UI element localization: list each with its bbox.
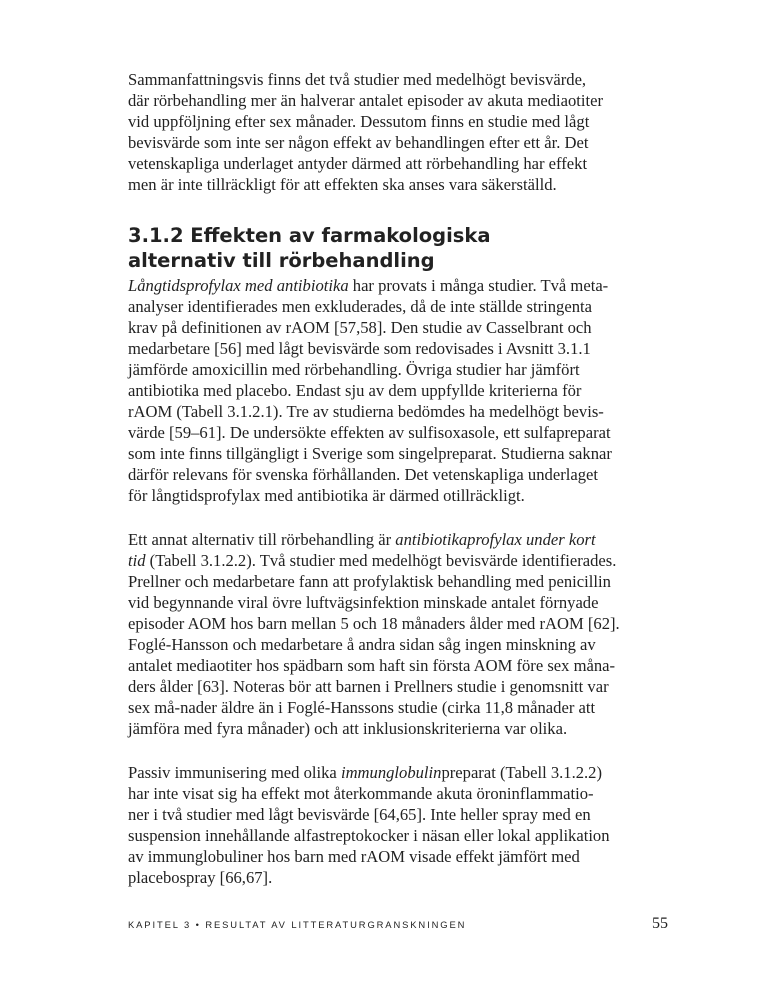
- paragraph-gap: [128, 739, 668, 763]
- text-line: suspension innehållande alfastreptokocker i näsan eller lokal applikation: [128, 826, 610, 846]
- italic-term: Långtidsprofylax med antibiotika: [128, 276, 349, 296]
- text-line: analyser identifierades men exkluderades, då de inte ställde stringenta: [128, 297, 592, 317]
- heading-line: 3.1.2 Effekten av farmakologiska: [128, 224, 491, 248]
- text-line: Prellner och medarbetare fann att profylaktisk behandling med penicillin: [128, 572, 611, 592]
- summary-paragraph: [128, 70, 668, 195]
- chapter-running-title: KAPITEL 3 • RESULTAT AV LITTERATURGRANSKNINGEN: [128, 919, 467, 930]
- text-line: där rörbehandling mer än halverar antalet episoder av akuta mediaotiter: [128, 90, 604, 110]
- text-line: av immunglobuliner hos barn med rAOM visade effekt jämfört med: [128, 847, 580, 867]
- text-line: ner i två studier med lågt bevisvärde [64,65]. Inte heller spray med en: [128, 805, 591, 825]
- immunisation-paragraph: [128, 763, 668, 888]
- text-line: jämförde amoxicillin med rörbehandling. Övriga studier har jämfört: [128, 360, 580, 380]
- text-line: sex må-nader äldre än i Foglé-Hanssons studie (cirka 11,8 månader att: [128, 697, 596, 717]
- text-line: antibiotika med placebo. Endast sju av dem uppfyllde kriterierna för: [128, 380, 582, 400]
- text-line: jämföra med fyra månader) och att inklusionskriterierna var olika.: [128, 718, 568, 738]
- italic-term: tid: [128, 551, 146, 571]
- text-line: för långtidsprofylax med antibiotika är därmed otillräckligt.: [128, 485, 525, 505]
- text-line: ders ålder [63]. Noteras bör att barnen i Prellners studie i genomsnitt var: [128, 676, 609, 696]
- page-footer: [128, 915, 668, 933]
- text-line: [128, 763, 668, 784]
- text-line: [128, 530, 668, 551]
- text-line: vid uppföljning efter sex månader. Dessutom finns en studie med lågt: [128, 111, 590, 131]
- text-line: antalet mediaotiter hos spädbarn som haft sin första AOM före sex måna-: [128, 655, 616, 675]
- italic-term: antibiotikaprofylax under kort: [395, 530, 596, 550]
- text-line: [128, 276, 668, 297]
- text-line: vid begynnande viral övre luftvägsinfektion minskade antalet förnyade: [128, 593, 599, 613]
- text-line: bevisvärde som inte ser någon effekt av behandlingen efter ett år. Det: [128, 132, 589, 152]
- text-line: men är inte tillräckligt för att effekten ska anses vara säkerställd.: [128, 174, 557, 194]
- text-line: placebospray [66,67].: [128, 868, 273, 887]
- text-line: som inte finns tillgängligt i Sverige som singelpreparat. Studierna saknar: [128, 443, 612, 463]
- page-number: 55: [652, 915, 668, 932]
- text-line: [128, 551, 668, 572]
- text-run: Passiv immunisering med olika: [128, 763, 341, 783]
- page-body: [128, 70, 668, 889]
- italic-term: immunglobulin: [340, 763, 442, 783]
- text-run: har provats i många studier. Två meta-: [348, 276, 609, 296]
- text-run: Ett annat alternativ till rörbehandling är: [128, 530, 396, 550]
- text-line: Foglé-Hansson och medarbetare å andra sidan såg ingen minskning av: [128, 634, 596, 654]
- section-heading: [128, 223, 668, 273]
- heading-line: alternativ till rörbehandling: [128, 249, 435, 273]
- text-line: krav på definitionen av rAOM [57,58]. Den studie av Casselbrant och: [128, 318, 592, 338]
- short-term-prophylaxis-paragraph: [128, 530, 668, 739]
- text-line: rAOM (Tabell 3.1.2.1). Tre av studierna bedömdes ha medelhögt bevis-: [128, 401, 604, 421]
- text-line: värde [59–61]. De undersökte effekten av sulfisoxasole, ett sulfapreparat: [128, 422, 611, 442]
- prophylaxis-paragraph: [128, 276, 668, 506]
- text-line: episoder AOM hos barn mellan 5 och 18 månaders ålder med rAOM [62].: [128, 614, 620, 634]
- text-line: medarbetare [56] med lågt bevisvärde som redovisades i Avsnitt 3.1.1: [128, 339, 591, 359]
- text-line: har inte visat sig ha effekt mot återkommande akuta öroninflammatio-: [128, 784, 594, 804]
- text-line: vetenskapliga underlaget antyder därmed att rörbehandling har effekt: [128, 153, 588, 173]
- text-run: preparat (Tabell 3.1.2.2): [441, 763, 603, 783]
- text-line: Sammanfattningsvis finns det två studier med medelhögt bevisvärde,: [128, 70, 587, 89]
- text-run: (Tabell 3.1.2.2). Två studier med medelhögt bevisvärde identifierades.: [145, 551, 617, 571]
- paragraph-gap: [128, 506, 668, 530]
- text-line: därför relevans för svenska förhållanden. Det vetenskapliga underlaget: [128, 464, 598, 484]
